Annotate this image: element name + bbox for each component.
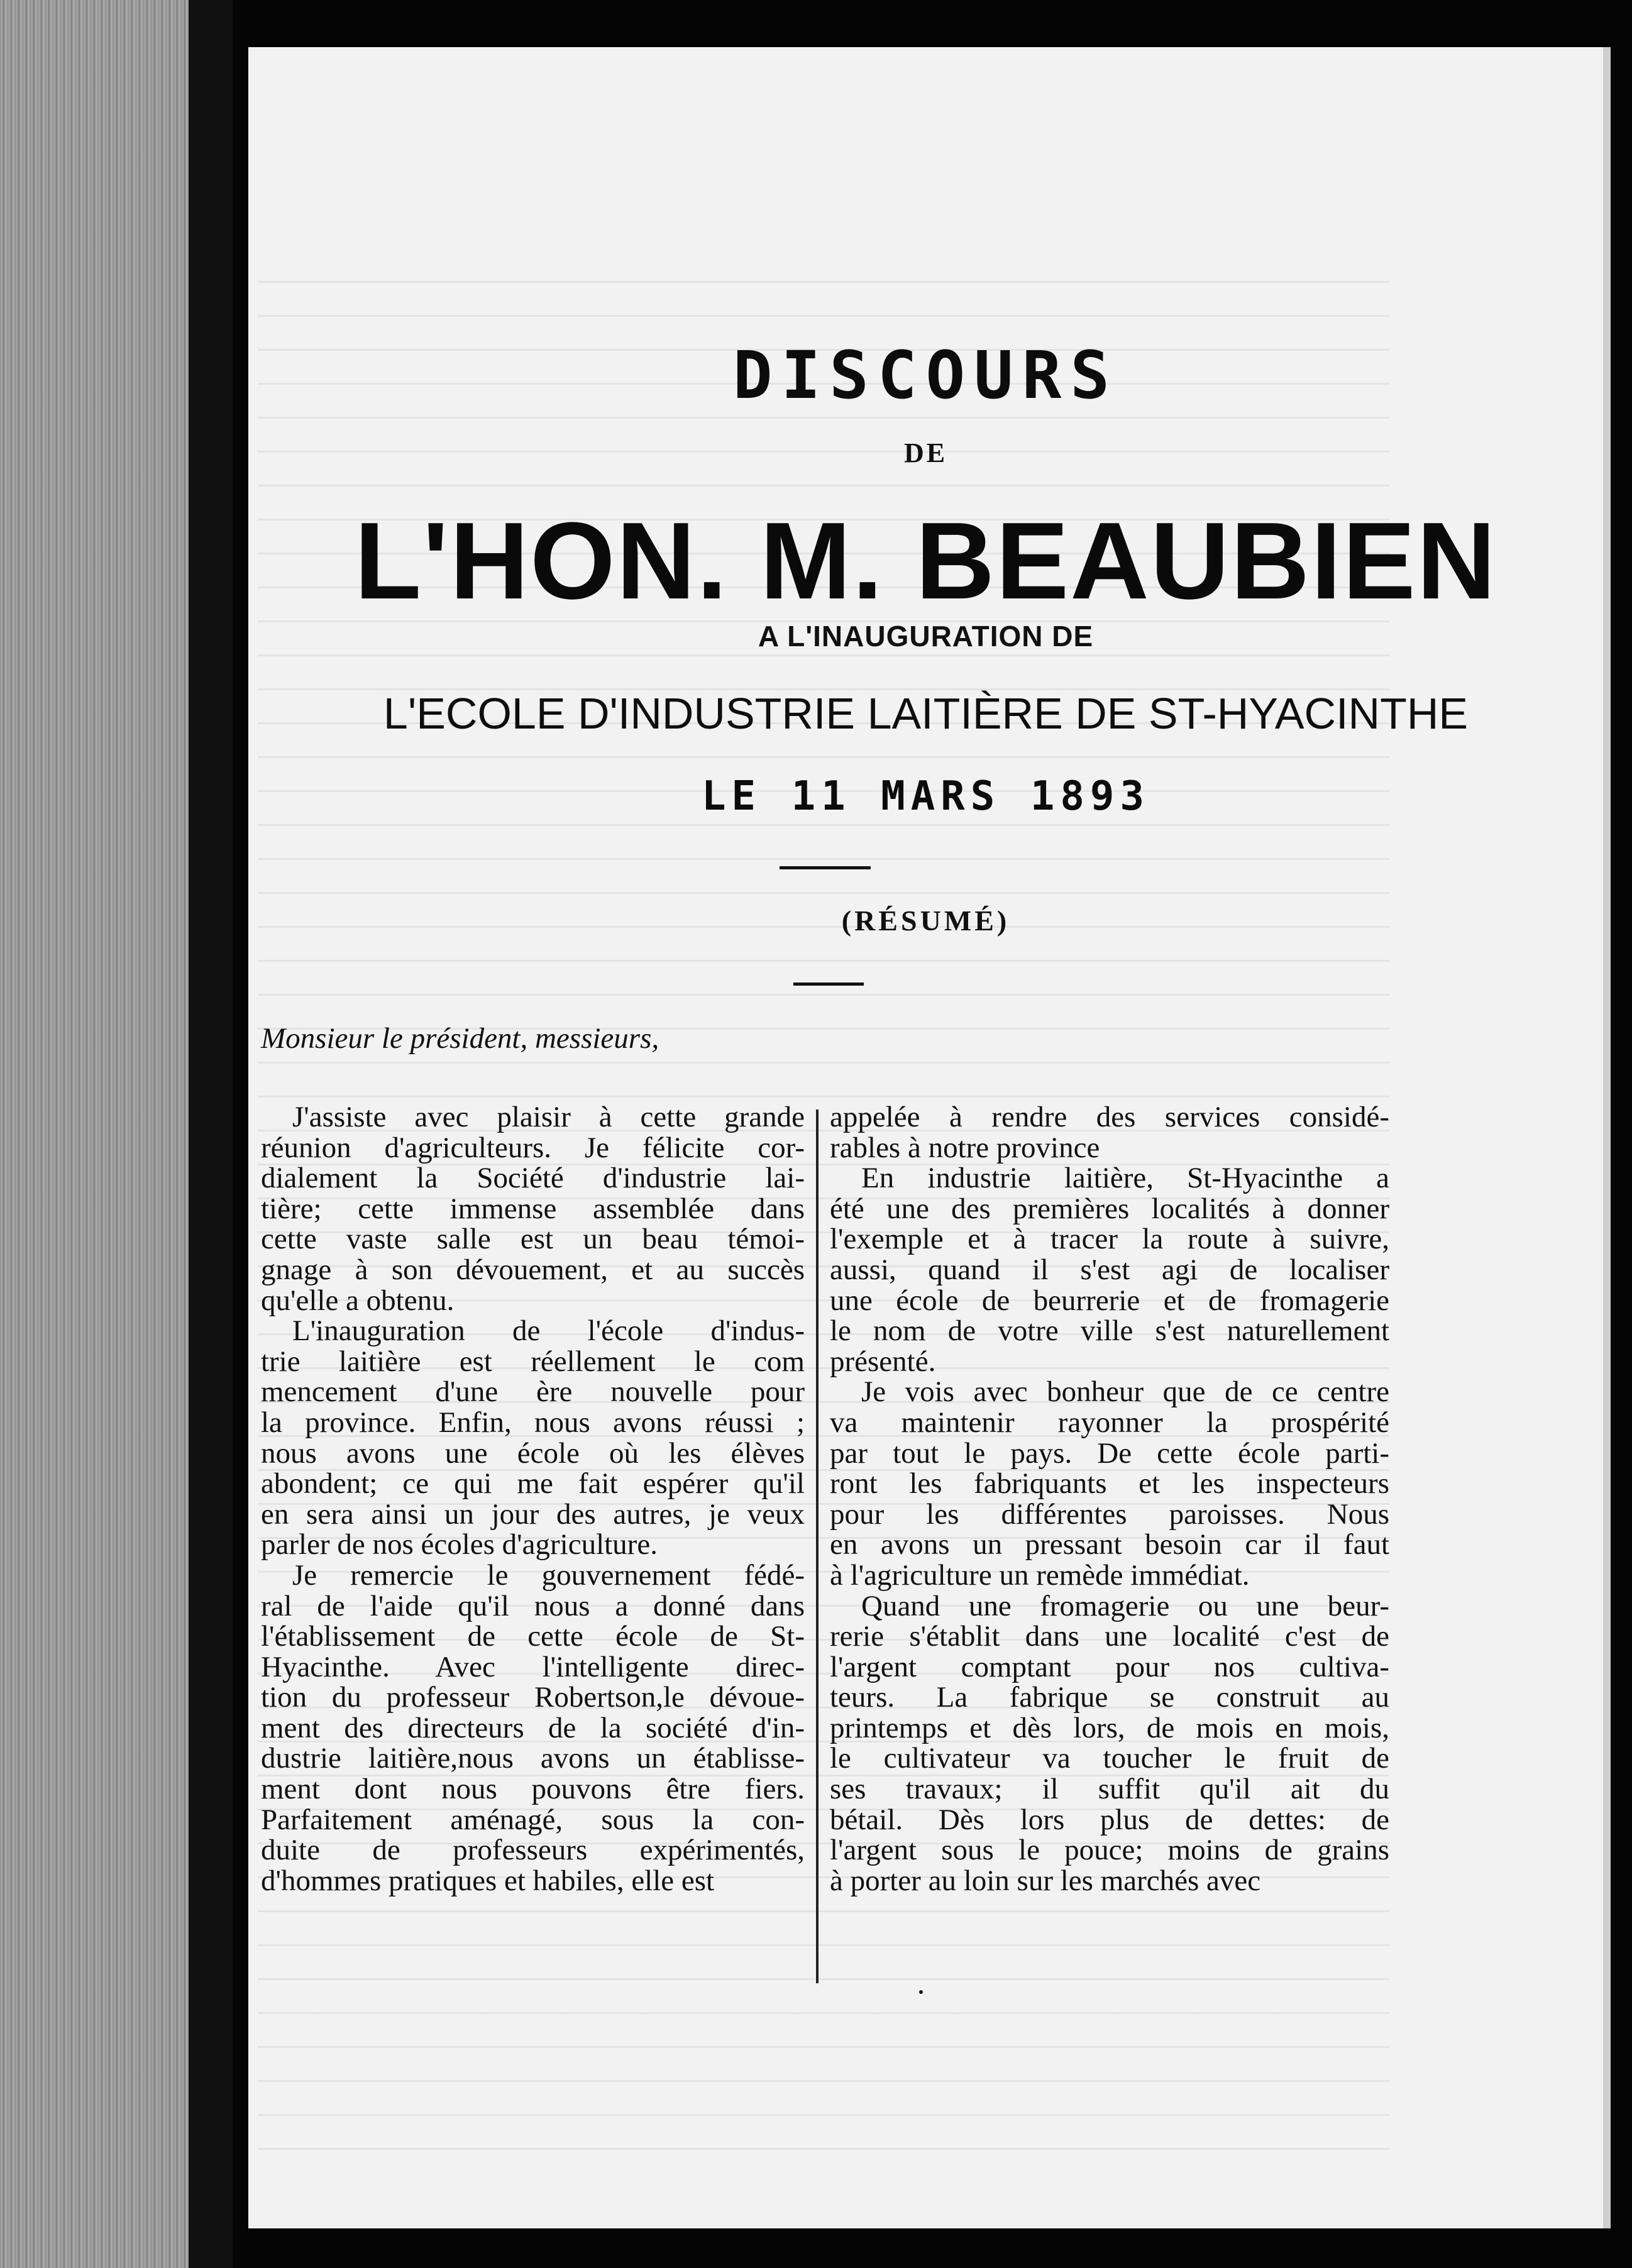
text-line: qu'elle a obtenu. (261, 1284, 455, 1317)
title-date: LE 11 MARS 1893 (702, 773, 1150, 820)
right-text-column (830, 1102, 1389, 1896)
text-line: la province. Enfin, nous avons réussi ; (261, 1406, 805, 1439)
text-line: dialement la Société d'industrie lai- (261, 1162, 805, 1195)
divider-rule (780, 866, 871, 869)
left-text-column (261, 1102, 805, 1896)
ink-dot (919, 1990, 923, 1994)
text-line: rerie s'établit dans une localité c'est de (830, 1620, 1389, 1653)
text-line: ment des directeurs de la société d'in- (261, 1711, 805, 1744)
text-line: en sera ainsi un jour des autres, je veux (261, 1497, 805, 1531)
text-line: l'établissement de cette école de St- (261, 1620, 805, 1653)
text-line: rables à notre province (830, 1131, 1100, 1164)
gutter-shadow (189, 0, 233, 2268)
text-line: réunion d'agriculteurs. Je félicite cor- (261, 1131, 805, 1164)
text-line: l'argent sous le pouce; moins de grains (830, 1834, 1389, 1867)
text-line: présenté. (830, 1345, 936, 1378)
text-line: appelée à rendre des services considé- (830, 1101, 1389, 1133)
text-line: par tout le pays. De cette école parti- (830, 1436, 1389, 1470)
text-line: Parfaitement aménagé, sous la con- (261, 1803, 805, 1836)
title-speaker-name: L'HON. M. BEAUBIEN (354, 499, 1497, 622)
text-line: aussi, quand il s'est agi de localiser (830, 1253, 1389, 1286)
text-line: duite de professeurs expérimentés, (261, 1834, 805, 1867)
title-school: L'ECOLE D'INDUSTRIE LAITIÈRE DE ST-HYACINTHE (383, 689, 1469, 738)
text-line: à porter au loin sur les marchés avec (830, 1864, 1261, 1897)
text-line: dustrie laitière,nous avons un établisse- (261, 1742, 805, 1775)
title-de: DE (903, 438, 948, 468)
text-line: J'assiste avec plaisir à cette grande (292, 1101, 805, 1133)
text-line: l'argent comptant pour nos cultiva- (830, 1650, 1389, 1683)
text-line: une école de beurrerie et de fromagerie (830, 1284, 1389, 1317)
text-line: bétail. Dès lors plus de dettes: de (830, 1803, 1389, 1836)
text-line: En industrie laitière, St-Hyacinthe a (861, 1162, 1389, 1195)
text-line: Hyacinthe. Avec l'intelligente direc- (261, 1650, 805, 1683)
text-line: Je remercie le gouvernement fédé- (292, 1558, 805, 1592)
text-line: ral de l'aide qu'il nous a donné dans (261, 1589, 805, 1622)
text-line: le nom de votre ville s'est naturellement (830, 1314, 1389, 1348)
column-divider (816, 1109, 819, 1983)
text-line: L'inauguration de l'école d'indus- (292, 1314, 805, 1348)
title-resume: (RÉSUMÉ) (841, 905, 1010, 937)
text-line: été une des premières localités à donner (830, 1192, 1389, 1225)
text-line: mencement d'une ère nouvelle pour (261, 1375, 805, 1409)
text-line: Quand une fromagerie ou une beur- (861, 1589, 1389, 1622)
text-line: va maintenir rayonner la prospérité (830, 1406, 1389, 1439)
page-edge-right (1603, 47, 1611, 2228)
title-occasion: A L'INAUGURATION DE (758, 620, 1094, 652)
text-line: parler de nos écoles d'agriculture. (261, 1528, 658, 1561)
text-line: Je vois avec bonheur que de ce centre (861, 1375, 1389, 1409)
text-line: en avons un pressant besoin car il faut (830, 1528, 1389, 1561)
text-line: trie laitière est réellement le com (261, 1345, 805, 1378)
text-line: printemps et dès lors, de mois en mois, (830, 1711, 1389, 1744)
text-line: ses travaux; il suffit qu'il ait du (830, 1773, 1389, 1806)
text-line: pour les différentes paroisses. Nous (830, 1497, 1389, 1531)
text-line: l'exemple et à tracer la route à suivre, (830, 1223, 1389, 1256)
text-line: gnage à son dévouement, et au succès (261, 1253, 805, 1286)
text-line: abondent; ce qui me fait espérer qu'il (261, 1467, 805, 1500)
text-line: ment dont nous pouvons être fiers. (261, 1773, 805, 1806)
text-line: ront les fabriquants et les inspecteurs (830, 1467, 1389, 1500)
text-line: cette vaste salle est un beau témoi- (261, 1223, 805, 1256)
book-edge-left (0, 0, 189, 2268)
text-line: teurs. La fabrique se construit au (830, 1681, 1389, 1714)
text-line: le cultivateur va toucher le fruit de (830, 1742, 1389, 1775)
text-line: tion du professeur Robertson,le dévoue- (261, 1681, 805, 1714)
text-line: à l'agriculture un remède immédiat. (830, 1558, 1250, 1592)
divider-rule (793, 983, 864, 986)
text-line: nous avons une école où les élèves (261, 1436, 805, 1470)
text-line: d'hommes pratiques et habiles, elle est (261, 1864, 715, 1897)
text-line: tière; cette immense assemblée dans (261, 1192, 805, 1225)
salutation: Monsieur le président, messieurs, (261, 1022, 659, 1055)
title-discours: DISCOURS (733, 337, 1118, 414)
